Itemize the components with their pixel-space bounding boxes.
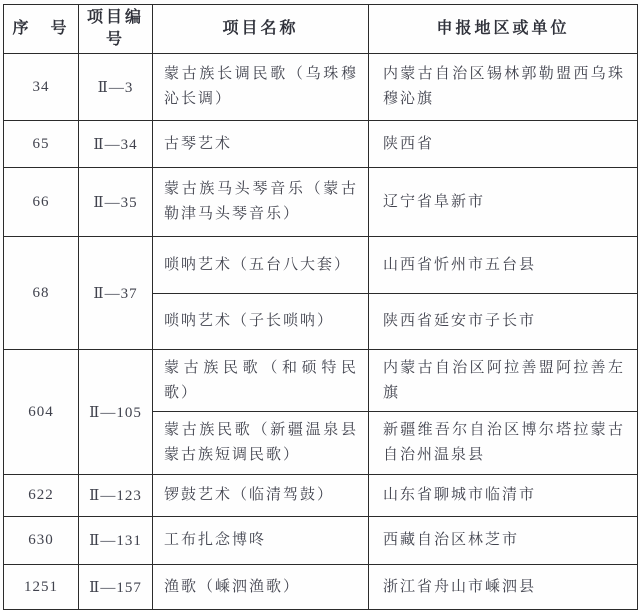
- code-cell: Ⅱ—131: [79, 517, 153, 565]
- region-cell: 浙江省舟山市嵊泗县: [369, 565, 638, 610]
- region-cell: 陕西省延安市子长市: [369, 294, 638, 350]
- serial-cell: 66: [4, 168, 79, 237]
- code-cell: Ⅱ—157: [79, 565, 153, 610]
- table-row: [4, 121, 638, 168]
- serial-cell: 630: [4, 517, 79, 565]
- table-row: [4, 350, 638, 412]
- name-cell: 唢呐艺术（五台八大套）: [153, 237, 369, 294]
- name-cell: 渔歌（嵊泗渔歌）: [153, 565, 369, 610]
- serial-cell: 65: [4, 121, 79, 168]
- region-cell: 山西省忻州市五台县: [369, 237, 638, 294]
- code-cell: Ⅱ—37: [79, 237, 153, 350]
- region-cell: 内蒙古自治区阿拉善盟阿拉善左旗: [369, 350, 638, 412]
- code-cell: Ⅱ—105: [79, 350, 153, 475]
- header-region: 申报地区或单位: [369, 5, 638, 54]
- code-cell: Ⅱ—34: [79, 121, 153, 168]
- region-cell: 西藏自治区林芝市: [369, 517, 638, 565]
- table-row: [4, 54, 638, 121]
- serial-cell: 34: [4, 54, 79, 121]
- name-cell: 蒙古族长调民歌（乌珠穆沁长调）: [153, 54, 369, 121]
- name-cell: 蒙古族民歌（和硕特民歌）: [153, 350, 369, 412]
- name-cell: 蒙古族马头琴音乐（蒙古勒津马头琴音乐）: [153, 168, 369, 237]
- table-row: [4, 237, 638, 294]
- region-cell: 辽宁省阜新市: [369, 168, 638, 237]
- table-row: [4, 168, 638, 237]
- code-cell: Ⅱ—3: [79, 54, 153, 121]
- table-row: [4, 565, 638, 610]
- serial-cell: 68: [4, 237, 79, 350]
- serial-cell: 1251: [4, 565, 79, 610]
- header-code: 项目编号: [79, 5, 153, 54]
- code-cell: Ⅱ—35: [79, 168, 153, 237]
- table-row: [4, 517, 638, 565]
- region-cell: 山东省聊城市临清市: [369, 475, 638, 517]
- name-cell: 蒙古族民歌（新疆温泉县蒙古族短调民歌）: [153, 412, 369, 475]
- name-cell: 唢呐艺术（子长唢呐）: [153, 294, 369, 350]
- region-cell: 新疆维吾尔自治区博尔塔拉蒙古自治州温泉县: [369, 412, 638, 475]
- header-row: [4, 5, 638, 54]
- region-cell: 内蒙古自治区锡林郭勒盟西乌珠穆沁旗: [369, 54, 638, 121]
- header-name: 项目名称: [153, 5, 369, 54]
- table-row: [4, 475, 638, 517]
- name-cell: 工布扎念博咚: [153, 517, 369, 565]
- header-serial: 序 号: [4, 5, 79, 54]
- name-cell: 锣鼓艺术（临清驾鼓）: [153, 475, 369, 517]
- region-cell: 陕西省: [369, 121, 638, 168]
- heritage-project-table: [3, 4, 638, 610]
- code-cell: Ⅱ—123: [79, 475, 153, 517]
- serial-cell: 604: [4, 350, 79, 475]
- serial-cell: 622: [4, 475, 79, 517]
- name-cell: 古琴艺术: [153, 121, 369, 168]
